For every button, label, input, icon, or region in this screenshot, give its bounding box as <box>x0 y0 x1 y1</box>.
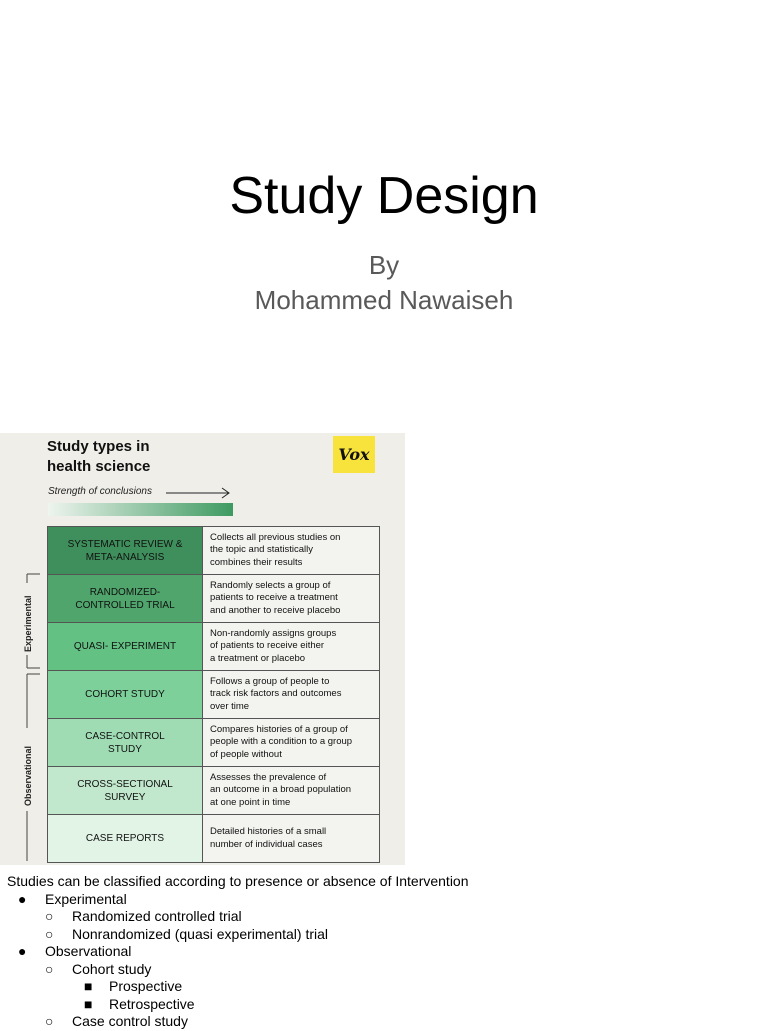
circle-bullet-icon: ○ <box>45 1013 54 1029</box>
byline-by: By <box>368 250 400 280</box>
list-item <box>7 961 469 979</box>
table-row <box>48 719 379 767</box>
experimental-side-label: Experimental <box>23 595 33 652</box>
strength-label: Strength of conclusions <box>48 486 152 497</box>
study-description-cell: Assesses the prevalence of an outcome in a broad population at one point in time <box>203 767 379 814</box>
square-bullet-icon: ■ <box>84 978 93 994</box>
study-description-cell: Detailed histories of a small number of individual cases <box>203 815 379 862</box>
table-row <box>48 815 379 863</box>
study-description-cell: Non-randomly assigns groups of patients to receive either a treatment or placebo <box>203 623 379 670</box>
list-item <box>7 891 469 909</box>
table-row <box>48 527 379 575</box>
study-description-cell: Follows a group of people to track risk factors and outcomes over time <box>203 671 379 718</box>
study-types-infographic <box>0 433 405 865</box>
list-item-label: Nonrandomized (quasi experimental) trial <box>72 925 329 942</box>
list-item-label: Observational <box>45 943 132 959</box>
list-item-label: Retrospective <box>109 995 195 1012</box>
strength-gradient-bar <box>48 503 233 516</box>
list-item <box>7 926 469 944</box>
infographic-title <box>47 437 150 477</box>
list-item <box>7 996 469 1014</box>
table-row <box>48 671 379 719</box>
list-item-label: Randomized controlled trial <box>72 908 242 924</box>
circle-bullet-icon: ○ <box>45 908 54 924</box>
list-item-label: Cohort study <box>72 960 152 977</box>
bullet-icon: ● <box>18 943 27 959</box>
infographic-title-line2: health science <box>47 458 151 475</box>
bullet-icon: ● <box>18 890 27 907</box>
infographic-title-line1: Study types in <box>47 438 150 455</box>
table-row <box>48 575 379 623</box>
slide-title: Study Design <box>229 167 539 225</box>
list-item <box>7 943 469 961</box>
study-type-cell: RANDOMIZED- CONTROLLED TRIAL <box>48 575 203 622</box>
list-item <box>7 908 469 926</box>
square-bullet-icon: ■ <box>84 995 93 1012</box>
study-types-table <box>47 526 380 863</box>
list-item <box>7 978 469 996</box>
table-row <box>48 623 379 671</box>
list-item-label: Case control study <box>72 1013 188 1029</box>
study-description-cell: Randomly selects a group of patients to receive a treatment and another to receive placebo <box>203 575 379 622</box>
vox-logo: Vox <box>333 436 375 473</box>
study-type-cell: SYSTEMATIC REVIEW & META-ANALYSIS <box>48 527 203 574</box>
study-type-cell: QUASI- EXPERIMENT <box>48 623 203 670</box>
circle-bullet-icon: ○ <box>45 925 54 942</box>
list-item-label: Prospective <box>109 978 183 994</box>
table-row <box>48 767 379 815</box>
study-type-cell: CASE REPORTS <box>48 815 203 862</box>
notes-section <box>7 873 469 1031</box>
study-type-cell: COHORT STUDY <box>48 671 203 718</box>
list-item <box>7 1013 469 1031</box>
study-type-cell: CROSS-SECTIONAL SURVEY <box>48 767 203 814</box>
study-description-cell: Compares histories of a group of people with a condition to a group of people without <box>203 719 379 766</box>
circle-bullet-icon: ○ <box>45 960 54 977</box>
observational-side-label: Observational <box>23 745 33 806</box>
author-name: Mohammed Nawaiseh <box>254 285 514 315</box>
notes-intro: Studies can be classified according to presence or absence of Intervention <box>7 873 469 889</box>
study-description-cell: Collects all previous studies on the topic and statistically combines their results <box>203 527 379 574</box>
arrow-right-icon <box>166 486 232 500</box>
list-item-label: Experimental <box>45 890 127 907</box>
study-type-cell: CASE-CONTROL STUDY <box>48 719 203 766</box>
